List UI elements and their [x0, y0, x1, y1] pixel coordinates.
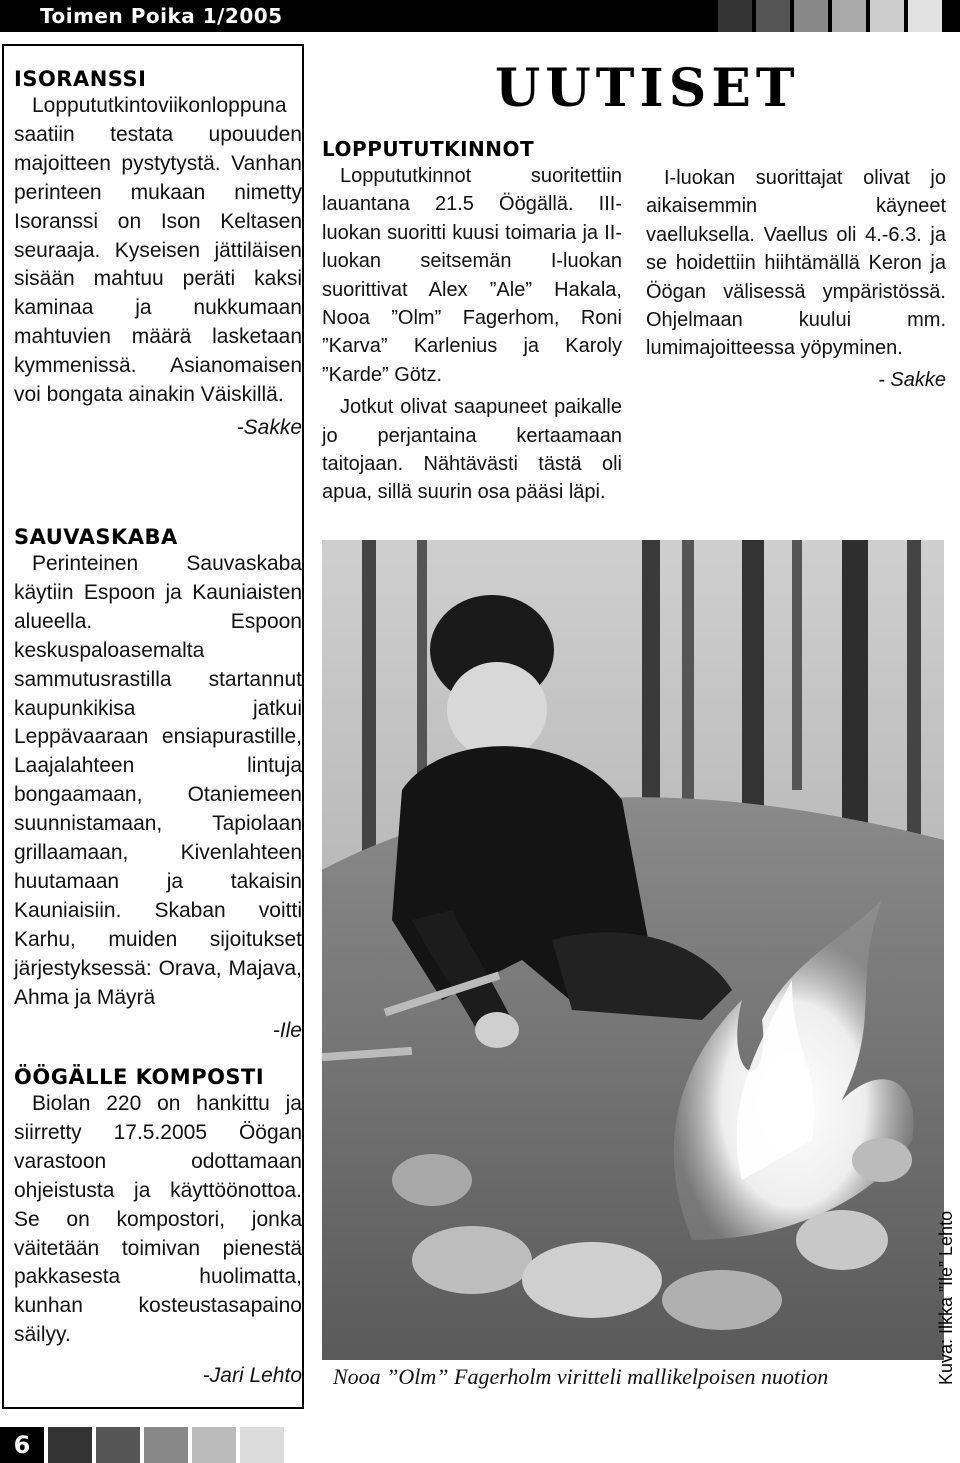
photo-credit: Kuva: Ilkka ”Ile” Lehto: [936, 1210, 956, 1385]
text-loppututkinnot-p2: Jotkut olivat saapuneet paikalle jo perjantaina kertaamaan taitojaan. Nähtävästi tästä oli apua, sillä suurin osa pääsi läpi.: [322, 396, 622, 504]
header-square-6: [908, 0, 942, 32]
header-bar: [0, 0, 960, 32]
heading-loppututkinnot: LOPPUTUTKINNOT: [322, 137, 535, 161]
text-loppututkinnot-p3: I-luokan suorittajat olivat jo aikaisemmin käyneet vaelluksella. Vaellus oli 4.-6.3. ja se hoidettiin hiihtämällä Keron ja Öögan välisessä ympäristössä. Ohjelmaan kuului mm. lumimajoitteessa yöpyminen.: [646, 167, 946, 360]
heading-sauvaskaba: SAUVASKABA: [14, 525, 178, 549]
article-loppututkinnot: [322, 136, 622, 507]
signature-loppututkinnot: - Sakke: [878, 368, 946, 391]
text-sauvaskaba: Perinteinen Sauvaskaba käytiin Espoon ja Kauniaisten alueella. Espoon keskuspaloasemalta sammutusrastilla startannut kaupunkikisa jatkui Leppävaaraan ensiapurastille, Laajalahteen lintuja bongaamaan, Otaniemeen suunnistamaan, Tapiolaan grillaamaan, Kivenlahteen huutamaan ja takaisin Kauniaisiin. Skaban voitti Karhu, muiden sijoitukset järjestyksessä: Orava, Majava, Ahma ja Mäyrä: [14, 552, 302, 1009]
footer-square-5: [240, 1427, 284, 1463]
header-square-4: [832, 0, 866, 32]
text-isoranssi: Loppututkintoviikonloppuna saatiin testata upouuden majoitteen pystytystä. Vanhan perinteen mukaan nimetty Isoranssi on Ison Keltasen seuraaja. Kyseisen jättiläisen sisään mahtuu peräti kaksi kaminaa ja nukkumaan mahtuvien määrä lasketaan kymmenissä. Asianomaisen voi bongata ainakin Väiskillä.: [14, 94, 302, 407]
footer-square-4: [192, 1427, 236, 1463]
section-title: UUTISET: [495, 58, 800, 119]
footer-square-1: [48, 1427, 92, 1463]
signature-sauvaskaba: -Ile: [272, 1018, 302, 1042]
heading-isoranssi: ISORANSSI: [14, 67, 147, 91]
page-number: 6: [0, 1427, 44, 1463]
signature-isoranssi: -Sakke: [236, 415, 302, 439]
footer-square-3: [144, 1427, 188, 1463]
article-loppututkinnot-cont: [646, 164, 946, 392]
left-column-box: [2, 44, 304, 1409]
magazine-title: Toimen Poika 1/2005: [40, 4, 283, 28]
header-square-1: [718, 0, 752, 32]
header-square-5: [870, 0, 904, 32]
campfire-illustration: [322, 540, 944, 1360]
footer-square-2: [96, 1427, 140, 1463]
header-square-2: [756, 0, 790, 32]
text-loppututkinnot-p1: Loppututkinnot suoritettiin lauantana 21.5 Öögällä. III-luokan suoritti kuusi toimaria ja II-luokan seitsemän I-luokan suorittivat Alex ”Ale” Hakala, Nooa ”Olm” Fagerhom, Roni ”Karva” Karlenius ja Karoly ”Karde” Götz.: [322, 165, 622, 386]
article-sauvaskaba: [14, 524, 302, 1043]
photo-caption: Nooa ”Olm” Fagerholm viritteli mallikelpoisen nuotion: [333, 1364, 829, 1389]
header-square-3: [794, 0, 828, 32]
article-isoranssi: [14, 66, 302, 440]
article-komposti: [14, 1064, 302, 1388]
campfire-photo: [322, 540, 944, 1360]
signature-komposti: -Jari Lehto: [202, 1364, 302, 1388]
heading-komposti: ÖÖGÄLLE KOMPOSTI: [14, 1065, 265, 1089]
text-komposti: Biolan 220 on hankittu ja siirretty 17.5.2005 Öögan varastoon odottamaan ohjeistusta ja käyttöönottoa. Se on kompostori, jonka väitetään toimivan pienestä pakkasesta huolimatta, kunhan kosteustasapaino säilyy.: [14, 1092, 302, 1347]
